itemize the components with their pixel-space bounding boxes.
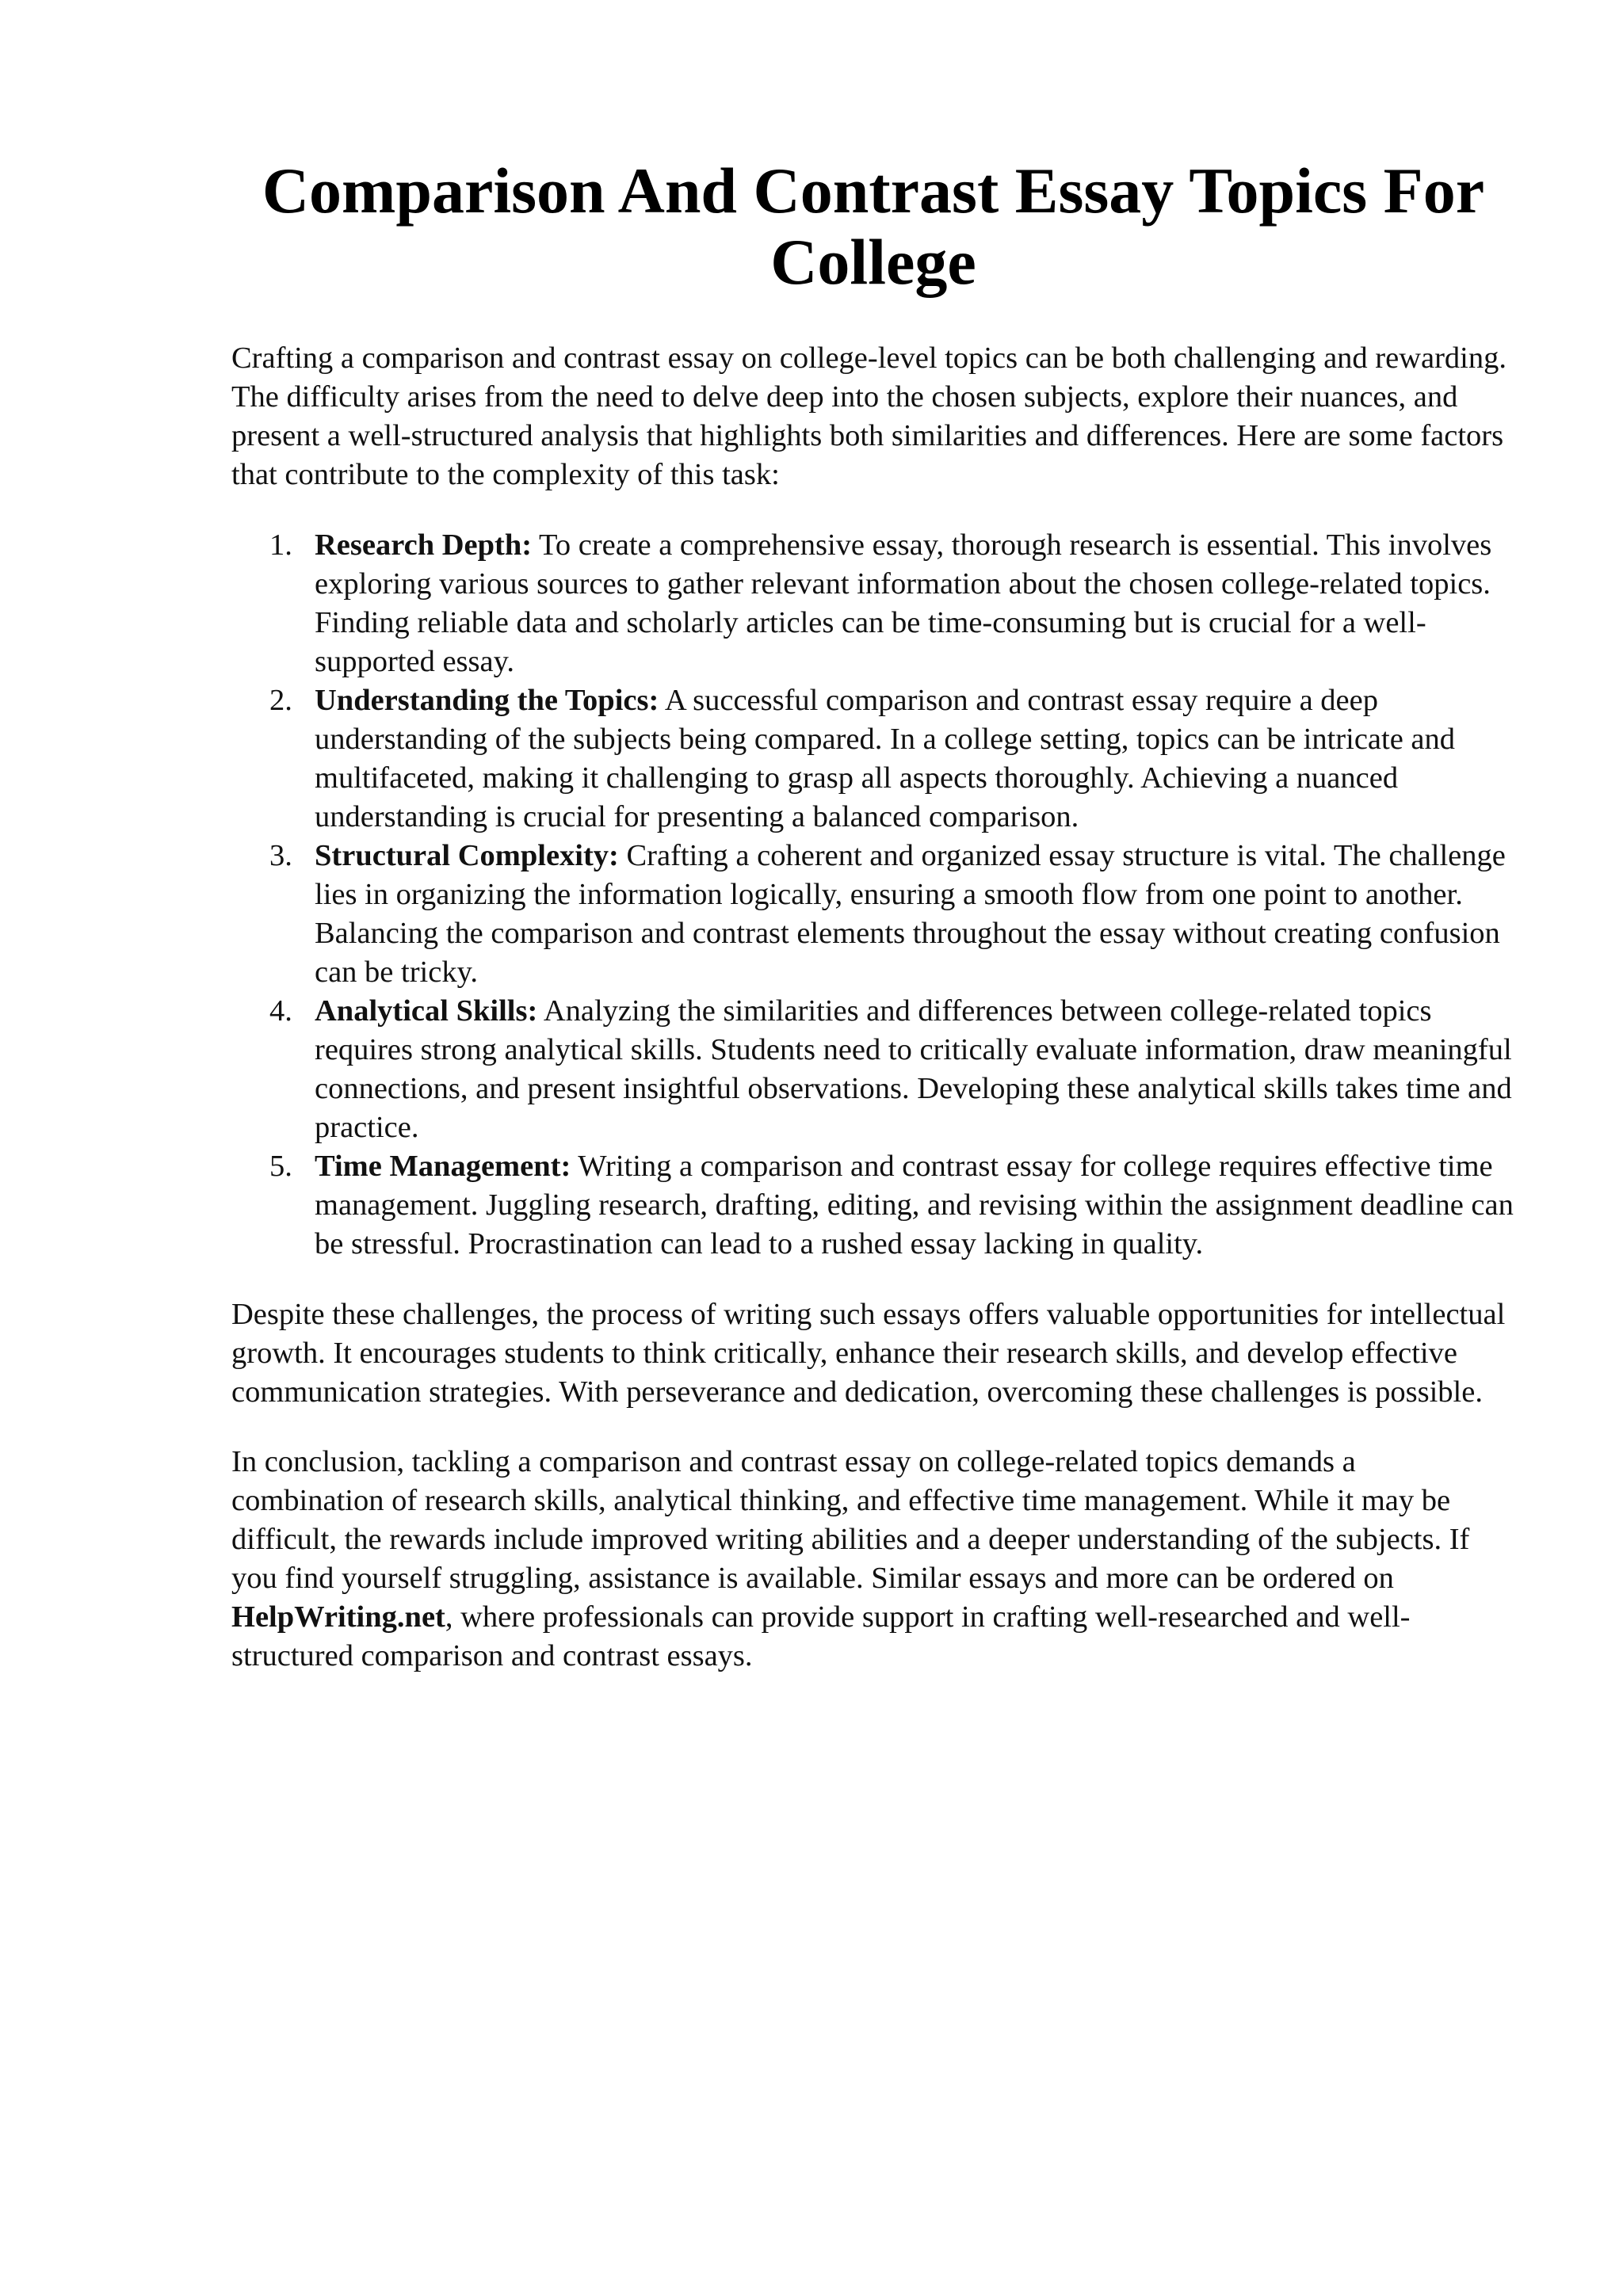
list-item-term: Understanding the Topics: [315,684,659,717]
list-item-number: 3. [269,839,292,872]
list-item-text: Writing a comparison and contrast essay for college requires effective time management. Juggling research, drafting, editing, and revising within the assignment deadline can be stressful. Procrastination can lead to a rushed essay lacking in quality. [315,1150,1514,1261]
list-item-text: Analyzing the similarities and differences between college-related topics requires strong analytical skills. Students need to critically evaluate information, draw meaningful connections, and present insightful observations. Developing these analytical skills takes time and practice. [315,994,1512,1144]
list-item-number: 2. [269,684,292,717]
document-title: Comparison And Contrast Essay Topics For College [262,154,1485,298]
document-body [231,339,1515,1676]
list-item [231,837,1515,992]
conclusion-text-before: In conclusion, tackling a comparison and contrast essay on college-related topics demands a combination of research skills, analytical thinking, and effective time management. While it may be difficult, the rewards include improved writing abilities and a deeper understanding of the subjects. If you find yourself struggling, assistance is available. Similar essays and more can be ordered on [231,1445,1470,1595]
list-item-term: Structural Complexity: [315,839,619,872]
list-item-text: To create a comprehensive essay, thorough research is essential. This involves exploring various sources to gather relevant information about the chosen college-related topics. Finding reliable data and scholarly articles can be time-consuming but is crucial for a well-supported essay. [315,528,1492,678]
list-item-text: Crafting a coherent and organized essay structure is vital. The challenge lies in organizing the information logically, ensuring a smooth flow from one point to another. Balancing the comparison and contrast elements throughout the essay without creating confusion can be tricky. [315,839,1506,989]
list-item [231,526,1515,681]
list-item-term: Research Depth: [315,528,533,562]
challenges-paragraph: Despite these challenges, the process of writing such essays offers valuable opportunities for intellectual growth. It encourages students to think critically, enhance their research skills, and develop effective communication strategies. With perseverance and dedication, overcoming these challenges is possible. [231,1298,1506,1409]
list-item [231,992,1515,1147]
list-item-number: 5. [269,1150,292,1183]
list-item [231,681,1515,837]
helpwriting-link[interactable]: HelpWriting.net [231,1600,445,1634]
conclusion-text-after: , where professionals can provide support in crafting well-researched and well-structured comparison and contrast essays. [231,1600,1411,1672]
conclusion-paragraph [231,1443,1515,1676]
factors-list [231,526,1515,1264]
list-item-term: Time Management: [315,1150,571,1183]
intro-paragraph: Crafting a comparison and contrast essay on college-level topics can be both challenging and rewarding. The difficulty arises from the need to delve deep into the chosen subjects, explore their nuances, and present a well-structured analysis that highlights both similarities and differences. Here are some factors that contribute to the complexity of this task: [231,341,1507,491]
list-item [231,1147,1515,1264]
list-item-term: Analytical Skills: [315,994,538,1028]
list-item-number: 1. [269,528,292,562]
list-item-number: 4. [269,994,292,1028]
list-item-text: A successful comparison and contrast essay require a deep understanding of the subjects being compared. In a college setting, topics can be intricate and multifaceted, making it challenging to grasp all aspects thoroughly. Achieving a nuanced understanding is crucial for presenting a balanced comparison. [315,684,1455,833]
document-content [231,155,1515,1676]
